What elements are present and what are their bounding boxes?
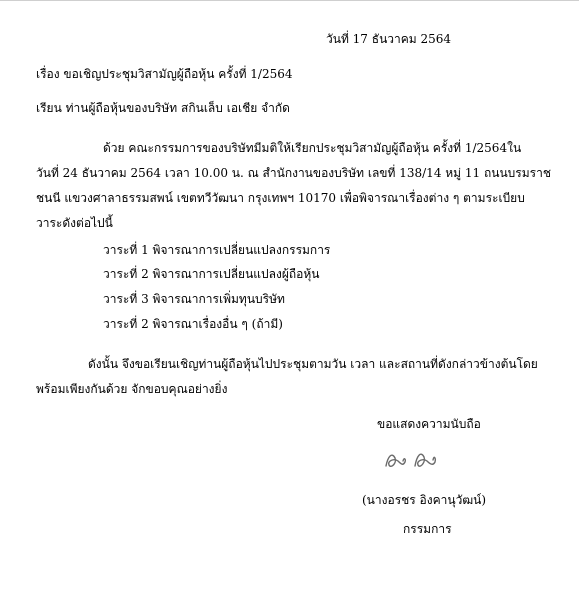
paragraph-line: วันที่ 24 ธันวาคม 2564 เวลา 10.00 น. ณ สำนักงานของบริษัท เลขที่ 138/14 หมู่ 11 ถนนบรมราช [36, 166, 551, 180]
letter-recipient: เรียน ท่านผู้ถือหุ้นของบริษัท สกินเล็บ เอเชีย จำกัด [36, 101, 290, 115]
paragraph-line: พร้อมเพียงกันด้วย จักขอบคุณอย่างยิ่ง [36, 382, 228, 396]
signer-name: (นางอรชร อิงคานุวัฒน์) [362, 493, 487, 507]
letter-date: วันที่ 17 ธันวาคม 2564 [326, 32, 452, 46]
signer-position: กรรมการ [403, 522, 452, 536]
paragraph-line: ด้วย คณะกรรมการของบริษัทมีมติให้เรียกประชุมวิสามัญผู้ถือหุ้น ครั้งที่ 1/2564ใน [103, 141, 522, 155]
agenda-item: วาระที่ 2 พิจารณาการเปลี่ยนแปลงผู้ถือหุ้น [103, 267, 320, 281]
letter-subject: เรื่อง ขอเชิญประชุมวิสามัญผู้ถือหุ้น ครั้งที่ 1/2564 [36, 67, 293, 81]
paragraph-line: ชนนี แขวงศาลาธรรมสพน์ เขตทวีวัฒนา กรุงเทพฯ 10170 เพื่อพิจารณาเรื่องต่าง ๆ ตามระเบียบ [36, 191, 525, 205]
paragraph-line: วาระดังต่อไปนี้ [36, 216, 113, 230]
agenda-item: วาระที่ 2 พิจารณาเรื่องอื่น ๆ (ถ้ามี) [103, 317, 283, 331]
signature-image [382, 442, 446, 474]
paragraph-line: ดังนั้น จึงขอเรียนเชิญท่านผู้ถือหุ้นไปประชุมตามวัน เวลา และสถานที่ดังกล่าวข้างต้นโดย [88, 357, 538, 371]
agenda-item: วาระที่ 3 พิจารณาการเพิ่มทุนบริษัท [103, 292, 285, 306]
agenda-item: วาระที่ 1 พิจารณาการเปลี่ยนแปลงกรรมการ [103, 243, 331, 257]
closing-text: ขอแสดงความนับถือ [377, 417, 481, 431]
